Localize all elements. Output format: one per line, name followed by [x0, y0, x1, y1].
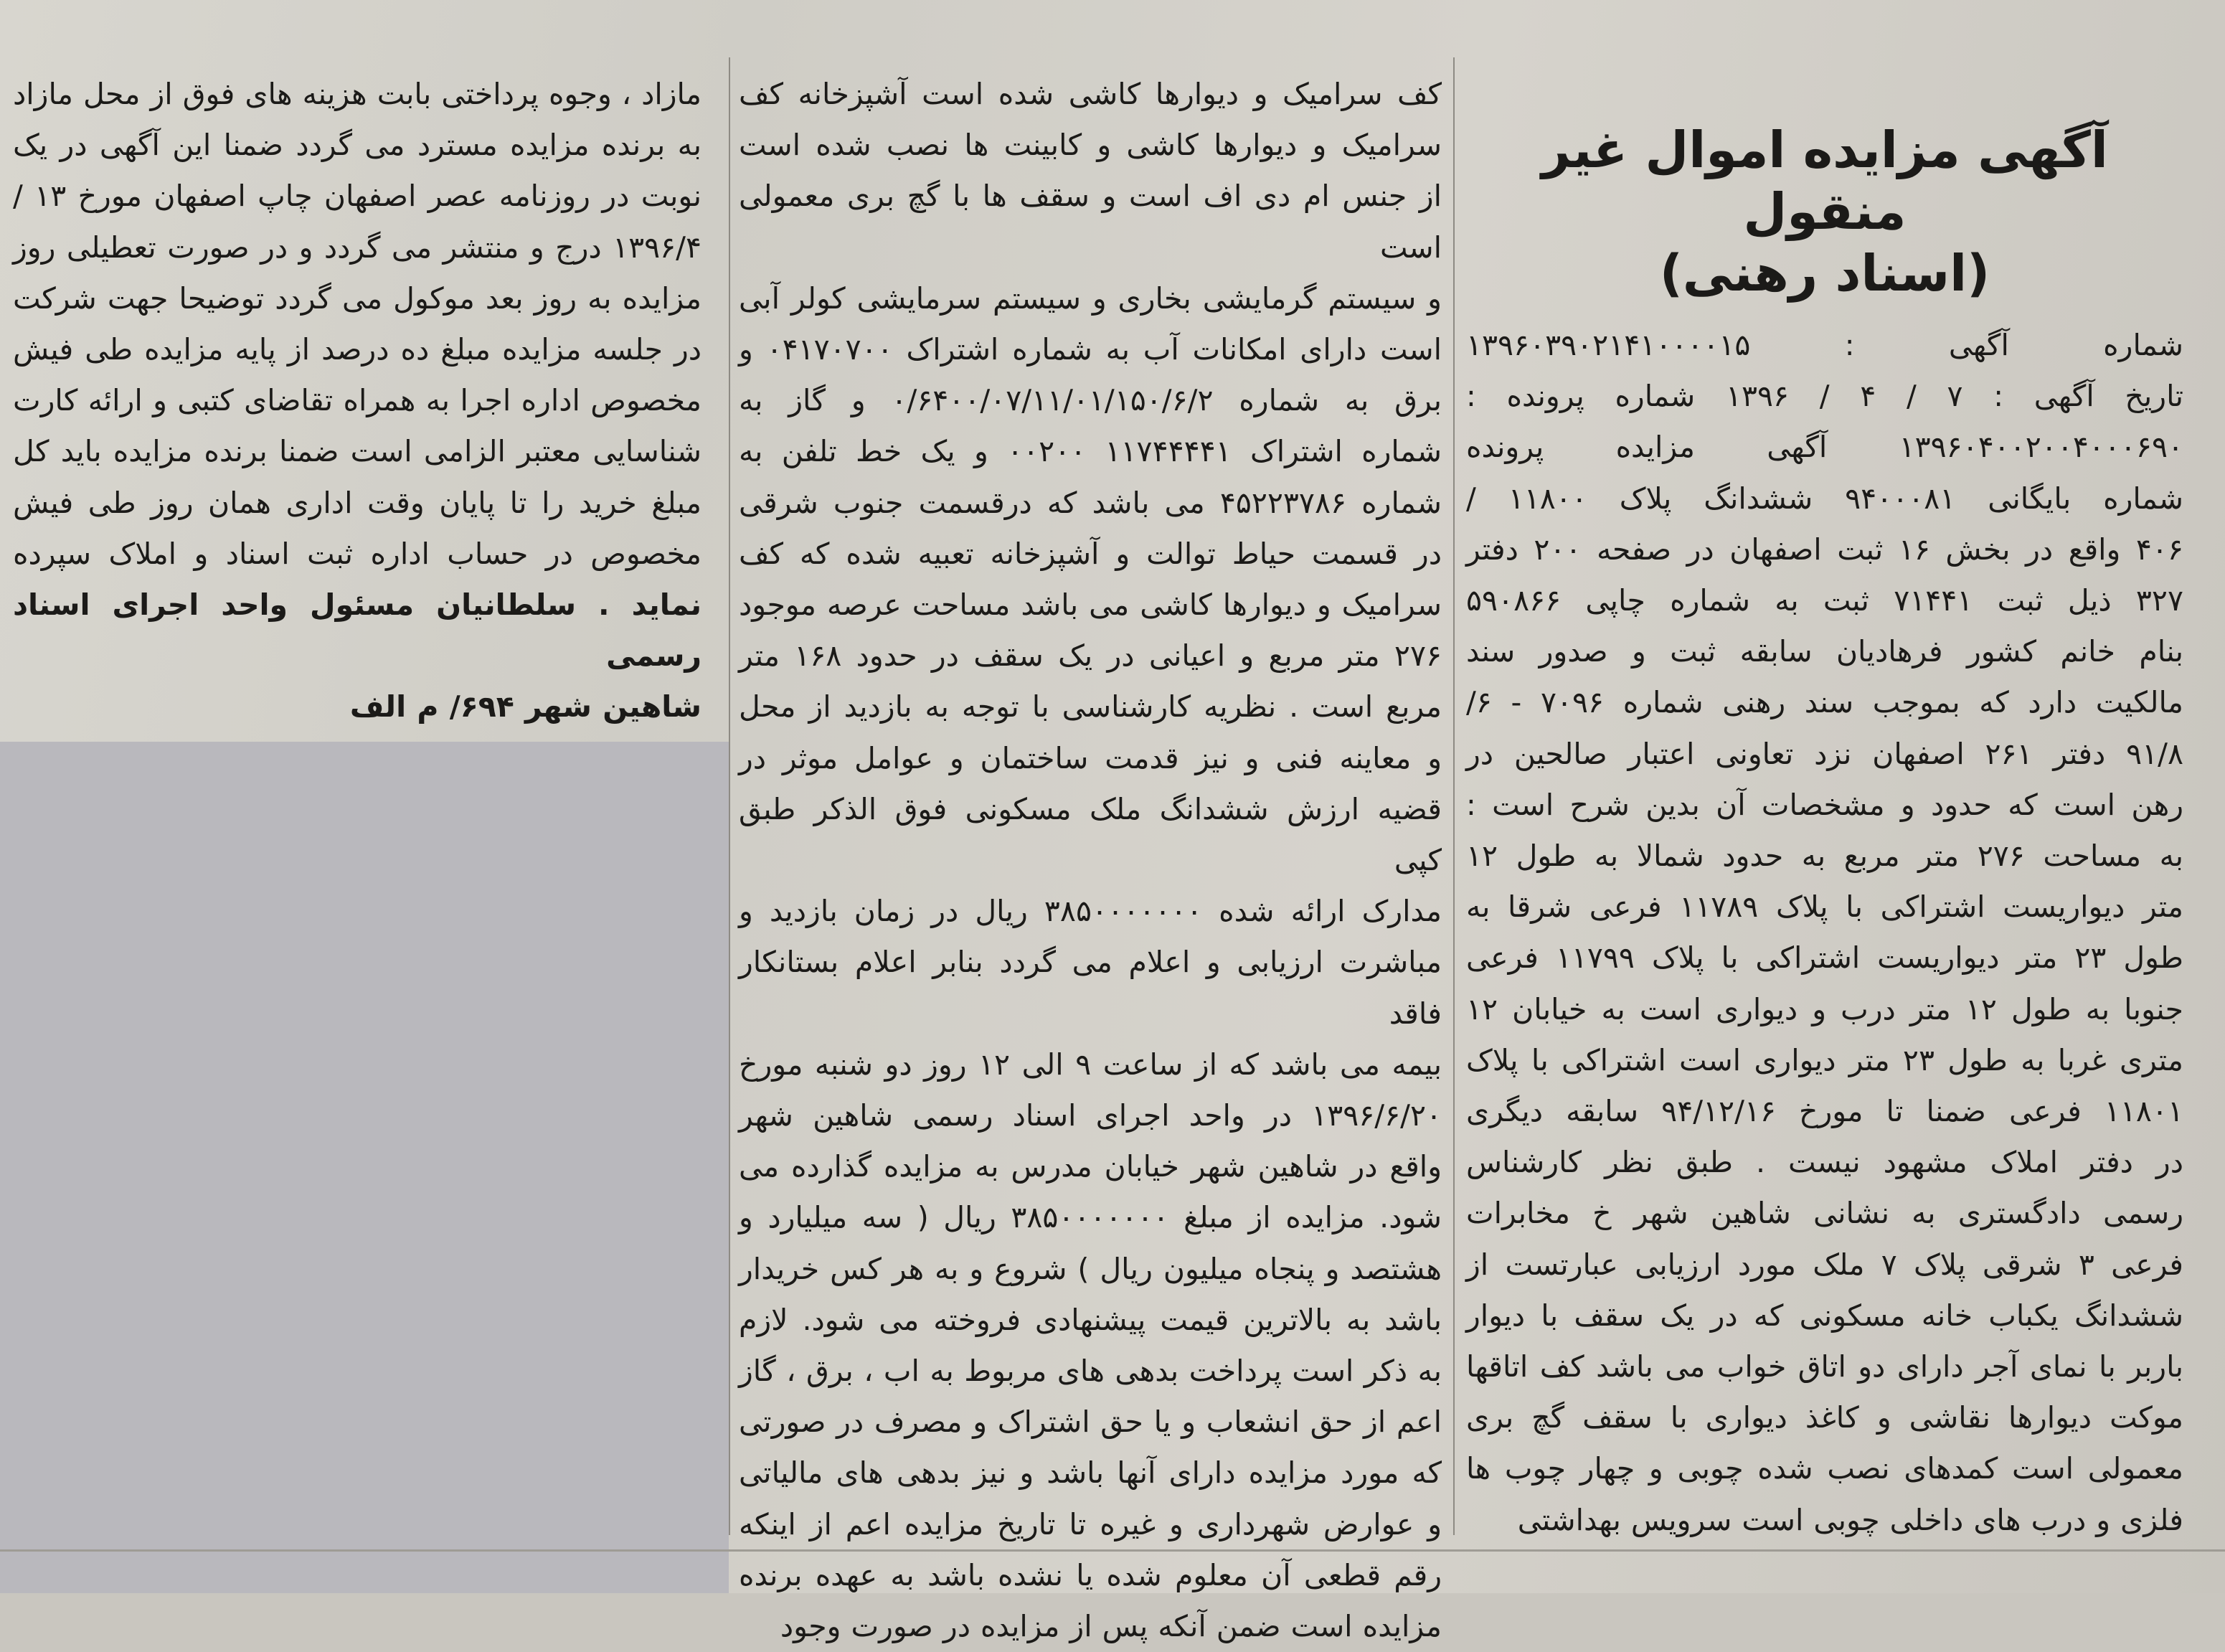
notice-column-right — [1466, 69, 2183, 1546]
notice-title-line1: آگهی مزایده اموال غیر منقول — [1541, 121, 2108, 241]
notice-column-middle — [739, 69, 1442, 1652]
right-column-line: شماره بایگانی ۹۴۰۰۰۸۱ ششدانگ پلاک ۱۱۸۰۰ / — [1466, 481, 2183, 516]
middle-column-line: رقم قطعی آن معلوم شده یا نشده باشد به عهده برنده — [739, 1557, 1442, 1592]
right-column-line: طول ۲۳ متر دیواریست اشتراکی با پلاک ۱۱۷۹۹ فرعی — [1466, 940, 2183, 976]
right-column-line: جنوبا به طول ۱۲ متر درب و دیواری است به خیابان ۱۲ — [1466, 991, 2183, 1026]
middle-column-line: به ذکر است پرداخت بدهی های مربوط به اب ، برق ، گاز — [739, 1354, 1442, 1389]
left-column-line: شناسایی معتبر الزامی است ضمنا برنده مزایده باید کل — [13, 434, 701, 469]
left-column-line: مخصوص اداره اجرا به همراه تقاضای کتبی و ارائه کارت — [13, 383, 701, 418]
middle-column-line: سرامیک و دیوارها کاشی می باشد مساحت عرصه موجود — [739, 587, 1442, 623]
middle-column-line: مباشرت ارزیابی و اعلام می گردد بنابر اعلام بستانکار فاقد — [739, 945, 1442, 1031]
right-column-line: تاریخ آگهی : ۷ / ۴ / ۱۳۹۶ شماره پرونده : — [1466, 379, 2183, 414]
right-column-line: ۴۰۶ واقع در بخش ۱۶ ثبت اصفهان در صفحه ۲۰۰ دفتر — [1466, 532, 2183, 567]
left-column-line: مبلغ خرید را تا پایان وقت اداری همان روز طی فیش — [13, 485, 701, 520]
left-column-line: مخصوص در حساب اداره ثبت اسناد و املاک سپرده — [13, 536, 701, 571]
right-column-line: در دفتر املاک مشهود نیست . طبق نظر کارشناس — [1466, 1145, 2183, 1180]
redacted-area — [0, 742, 729, 1593]
notice-body-left — [13, 69, 701, 733]
middle-column-line: و سیستم گرمایشی بخاری و سیستم سرمایشی کولر آبی — [739, 280, 1442, 316]
middle-column-line: کف سرامیک و دیوارها کاشی شده است آشپزخانه کف — [739, 77, 1442, 111]
middle-column-line: اعم از حق انشعاب و یا حق اشتراک و مصرف در صورتی — [739, 1405, 1442, 1440]
middle-column-line: برق به شماره ۰/۶۴۰۰/۰۷/۱۱/۰۱/۱۵۰/۶/۲ و گاز به — [739, 383, 1442, 418]
right-column-line: متری غربا به طول ۲۳ متر دیواری است اشتراکی با پلاک — [1466, 1042, 2183, 1077]
middle-column-line: که مورد مزایده دارای آنها باشد و نیز بدهی های مالیاتی — [739, 1455, 1442, 1491]
right-column-line: ۹۱/۸ دفتر ۲۶۱ اصفهان نزد تعاونی اعتبار صالحین در — [1466, 736, 2183, 771]
right-column-line: ۱۱۸۰۱ فرعی ضمنا تا مورخ ۹۴/۱۲/۱۶ سابقه دیگری — [1466, 1094, 2183, 1129]
middle-column-line: شماره اشتراک ۱۱۷۴۴۴۴۱ ۰۰۲۰۰ و یک خط تلفن به — [739, 434, 1442, 469]
left-column-line: مازاد ، وجوه پرداختی بابت هزینه های فوق از محل مازاد — [13, 77, 701, 111]
left-column-line: مزایده به روز بعد موکول می گردد توضیحا جهت شرکت — [13, 280, 701, 316]
notice-body-right — [1466, 320, 2183, 1546]
notice-body-middle — [739, 69, 1442, 1652]
notice-title-line2: (اسناد رهنی) — [1659, 244, 1990, 303]
right-column-line: فلزی و درب های داخلی چوبی است سرویس بهداشتی — [1517, 1502, 2183, 1537]
middle-column-line: شود. مزایده از مبلغ ۳۸۵۰۰۰۰۰۰۰ ریال ( سه میلیارد و — [739, 1200, 1442, 1235]
middle-column-line: ۱۳۹۶/۶/۲۰ در واحد اجرای اسناد رسمی شاهین شهر — [739, 1098, 1442, 1133]
right-column-line: باربر با نمای آجر دارای دو اتاق خواب می باشد کف اتاقها — [1466, 1349, 2183, 1384]
column-divider-right — [1453, 57, 1455, 1535]
middle-column-line: باشد به بالاترین قیمت پیشنهادی فروخته می شود. لازم — [739, 1302, 1442, 1337]
middle-column-line: قضیه ارزش ششدانگ ملک مسکونی فوق الذکر طبق کپی — [739, 791, 1442, 878]
right-column-line: ششدانگ یکباب خانه مسکونی که در یک سقف با دیوار — [1466, 1298, 2183, 1333]
right-column-line: به مساحت ۲۷۶ متر مربع به حدود شمالا به طول ۱۲ — [1466, 839, 2184, 874]
right-column-line: معمولی است کمدهای نصب شده چوبی و چهار چوب ها — [1466, 1451, 2183, 1486]
left-column-line: به برنده مزایده مسترد می گردد ضمنا این آگهی در یک — [13, 128, 701, 163]
middle-column-line: شماره ۴۵۲۲۳۷۸۶ می باشد که درقسمت جنوب شرقی — [739, 485, 1442, 520]
left-column-line: نماید . سلطانیان مسئول واحد اجرای اسناد رسمی — [13, 587, 701, 674]
right-column-line: رهن است که حدود و مشخصات آن بدین شرح است : — [1466, 787, 2183, 822]
middle-column-line: مزایده است ضمن آنکه پس از مزایده در صورت وجود — [780, 1609, 1442, 1644]
middle-column-line: و عوارض شهرداری و غیره تا تاریخ مزایده اعم از اینکه — [739, 1506, 1442, 1542]
left-column-line: نوبت در روزنامه عصر اصفهان چاپ اصفهان مورخ ۱۳ / — [13, 179, 701, 214]
notice-title — [1466, 119, 2183, 304]
right-column-line: رسمی دادگستری به نشانی شاهین شهر خ مخابرات — [1466, 1196, 2183, 1231]
middle-column-line: هشتصد و پنجاه میلیون ریال ) شروع و به هر کس خریدار — [739, 1251, 1442, 1286]
right-column-line: مالکیت دارد که بموجب سند رهنی شماره ۷۰۹۶ - ۶/ — [1466, 685, 2183, 720]
middle-column-line: و معاینه فنی و نیز قدمت ساختمان و عوامل موثر در — [739, 740, 1442, 775]
left-column-line: در جلسه مزایده مبلغ ده درصد از پایه مزایده طی فیش — [13, 332, 701, 367]
bottom-rule — [0, 1549, 2225, 1552]
middle-column-line: مدارک ارائه شده ۳۸۵۰۰۰۰۰۰۰ ریال در زمان بازدید و — [739, 894, 1442, 929]
middle-column-line: واقع در شاهین شهر خیابان مدرس به مزایده گذارده می — [739, 1149, 1442, 1184]
middle-column-line: سرامیک و دیوارها کاشی و کابینت ها نصب شده است — [739, 128, 1442, 163]
left-column-line: شاهین شهر ۶۹۴/ م الف — [349, 689, 701, 724]
middle-column-line: است دارای امکانات آب به شماره اشتراک ۰۴۱۷۰۷۰۰ و — [739, 332, 1442, 367]
middle-column-line: از جنس ام دی اف است و سقف ها با گچ بری معمولی است — [739, 179, 1442, 265]
right-column-line: بنام خانم کشور فرهادیان سابقه ثبت و صدور سند — [1466, 634, 2183, 669]
column-divider-left — [729, 57, 730, 1535]
right-column-line: متر دیواریست اشتراکی با پلاک ۱۱۷۸۹ فرعی شرقا به — [1466, 889, 2183, 925]
right-column-line: فرعی ۳ شرقی پلاک ۷ ملک مورد ارزیابی عبارتست از — [1466, 1247, 2183, 1282]
notice-column-left — [13, 69, 701, 733]
middle-column-line: بیمه می باشد که از ساعت ۹ الی ۱۲ روز دو شنبه مورخ — [739, 1047, 1442, 1082]
right-column-line: موکت دیوارها نقاشی و کاغذ دیواری با سقف گچ بری — [1466, 1400, 2183, 1435]
middle-column-line: در قسمت حیاط توالت و آشپزخانه تعبیه شده که کف — [739, 536, 1442, 571]
right-column-line: ۱۳۹۶۰۴۰۰۲۰۰۴۰۰۰۶۹۰ آگهی مزایده پرونده — [1466, 430, 2183, 465]
left-column-line: ۱۳۹۶/۴ درج و منتشر می گردد و در صورت تعطیلی روز — [13, 230, 701, 265]
middle-column-line: ۲۷۶ متر مربع و اعیانی در یک سقف در حدود ۱۶۸ متر — [739, 638, 1442, 674]
right-column-line: شماره آگهی : ۱۳۹۶۰۳۹۰۲۱۴۱۰۰۰۰۱۵ — [1466, 328, 2183, 362]
right-column-line: ۳۲۷ ذیل ثبت ۷۱۴۴۱ ثبت به شماره چاپی ۵۹۰۸۶۶ — [1466, 583, 2183, 618]
middle-column-line: مربع است . نظریه کارشناسی با توجه به بازدید از محل — [739, 689, 1442, 724]
